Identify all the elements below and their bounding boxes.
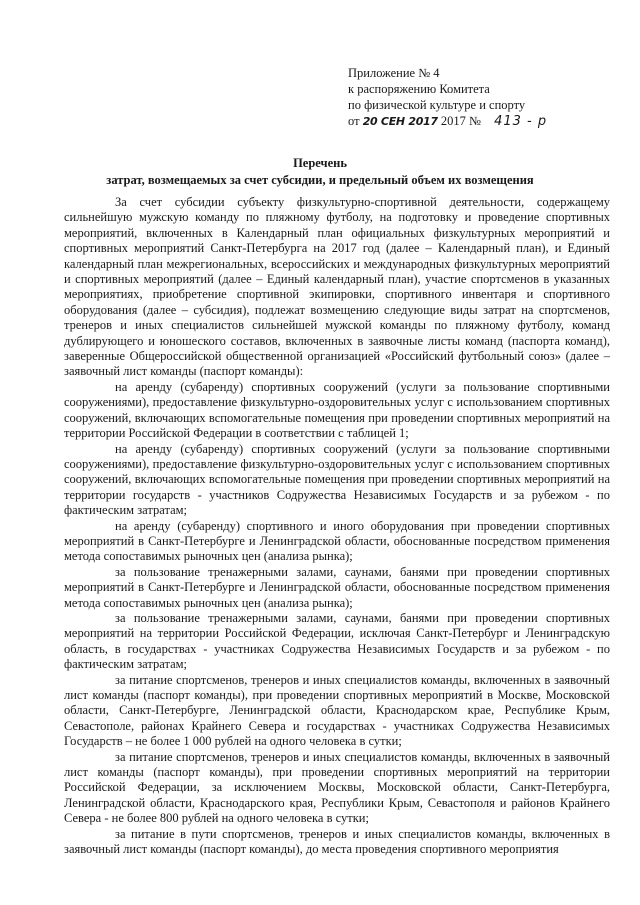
expense-item-paragraph: на аренду (субаренду) спортивных сооружений (услуги за пользование спортивными сооружениями), предоставление физкультурно-оздоровительных услуг с использованием спортивных сооружений, включающих вспомогательные помещения при проведении спортивных мероприятий на территории Российской Федерации в соответствии с таблицей 1; (64, 379, 610, 441)
date-prefix: от (348, 114, 360, 128)
document-title: Перечень (293, 156, 347, 170)
expense-item-paragraph: за питание в пути спортсменов, тренеров и иных специалистов команды, включенных в заявочный лист команды (паспорт команды), до места проведения спортивного мероприятия (64, 826, 610, 857)
expense-item-paragraph: на аренду (субаренду) спортивных сооружений (услуги за пользование спортивными сооружениями), предоставление физкультурно-оздоровительных услуг с использованием спортивных сооружений, включающих вспомогательные помещения при проведении спортивных мероприятий на территории государств - участников Содружества Независимых Государств и за рубежом - по фактическим затратам; (64, 441, 610, 518)
handwritten-date: 20 СЕН 2017 (362, 115, 438, 128)
appendix-number: Приложение № 4 (348, 66, 440, 80)
document-subtitle: затрат, возмещаемых за счет субсидии, и предельный объем их возмещения (106, 173, 534, 187)
expense-item-paragraph: за пользование тренажерными залами, саунами, банями при проведении спортивных мероприятий в Санкт-Петербурге и Ленинградской области, обоснованные посредством применения метода сопоставимых рыночных цен (анализа рынка); (64, 564, 610, 610)
expense-item-paragraph: за питание спортсменов, тренеров и иных специалистов команды, включенных в заявочный лист команды (паспорт команды), при проведении спортивных мероприятий на территории Российской Федерации, за исключением Москвы, Московской области, Санкт-Петербурга, Ленинградской области, Краснодарского края, Республики Крым, Севастополя и районов Крайнего Севера - не более 800 рублей на одного человека в сутки; (64, 749, 610, 826)
intro-paragraph: За счет субсидии субъекту физкультурно-спортивной деятельности, содержащему сильнейшую мужскую команду по пляжному футболу, на подготовку и проведение спортивных мероприятий, включенных в Календарный план официальных физкультурных мероприятий и спортивных мероприятий Санкт-Петербурга на 2017 год (далее – Календарный план), и Единый календарный план межрегиональных, всероссийских и международных физкультурных мероприятий и спортивных мероприятий (далее – Единый календарный план), участие спортсменов в указанных мероприятиях, приобретение спортивной экипировки, спортивного инвентаря и спортивного оборудования (далее – субсидия), подлежат возмещению следующие виды затрат на спортсменов, тренеров и иных специалистов сильнейшей мужской команды по пляжному футболу, команд дублирующего и юношеского составов, включенных в заявочные листы команд (паспорта команд), заверенные Общероссийской общественной организацией «Российский футбольный союз» (далее – заявочный лист команды (паспорт команды): (64, 195, 610, 379)
appendix-header (348, 65, 588, 130)
appendix-order-ref: к распоряжению Комитета (348, 82, 490, 96)
appendix-committee: по физической культуре и спорту (348, 98, 526, 112)
appendix-date-line (348, 113, 588, 130)
expense-item-paragraph: за пользование тренажерными залами, саунами, банями при проведении спортивных мероприятий на территории Российской Федерации, исключая Санкт-Петербург и Ленинградскую область, в государствах - участниках Содружества Независимых Государств и за рубежом - по фактическим затратам; (64, 610, 610, 672)
date-year: 2017 № (440, 114, 481, 128)
expense-item-paragraph: на аренду (субаренду) спортивного и иного оборудования при проведении спортивных мероприятий в Санкт-Петербурге и Ленинградской области, обоснованные посредством применения метода сопоставимых рыночных цен (анализа рынка); (64, 518, 610, 564)
document-body (64, 195, 610, 857)
handwritten-order-number: 413 - р (494, 114, 548, 129)
expense-item-paragraph: за питание спортсменов, тренеров и иных специалистов команды, включенных в заявочный лист команды (паспорт команды), при проведении спортивных мероприятий в Москве, Московской области, Санкт-Петербурге, Ленинградской области, Краснодарском крае, Республике Крым, Севастополе, районах Крайнего Севера и государствах - участниках Содружества Независимых Государств – не более 1 000 рублей на одного человека в сутки; (64, 672, 610, 749)
